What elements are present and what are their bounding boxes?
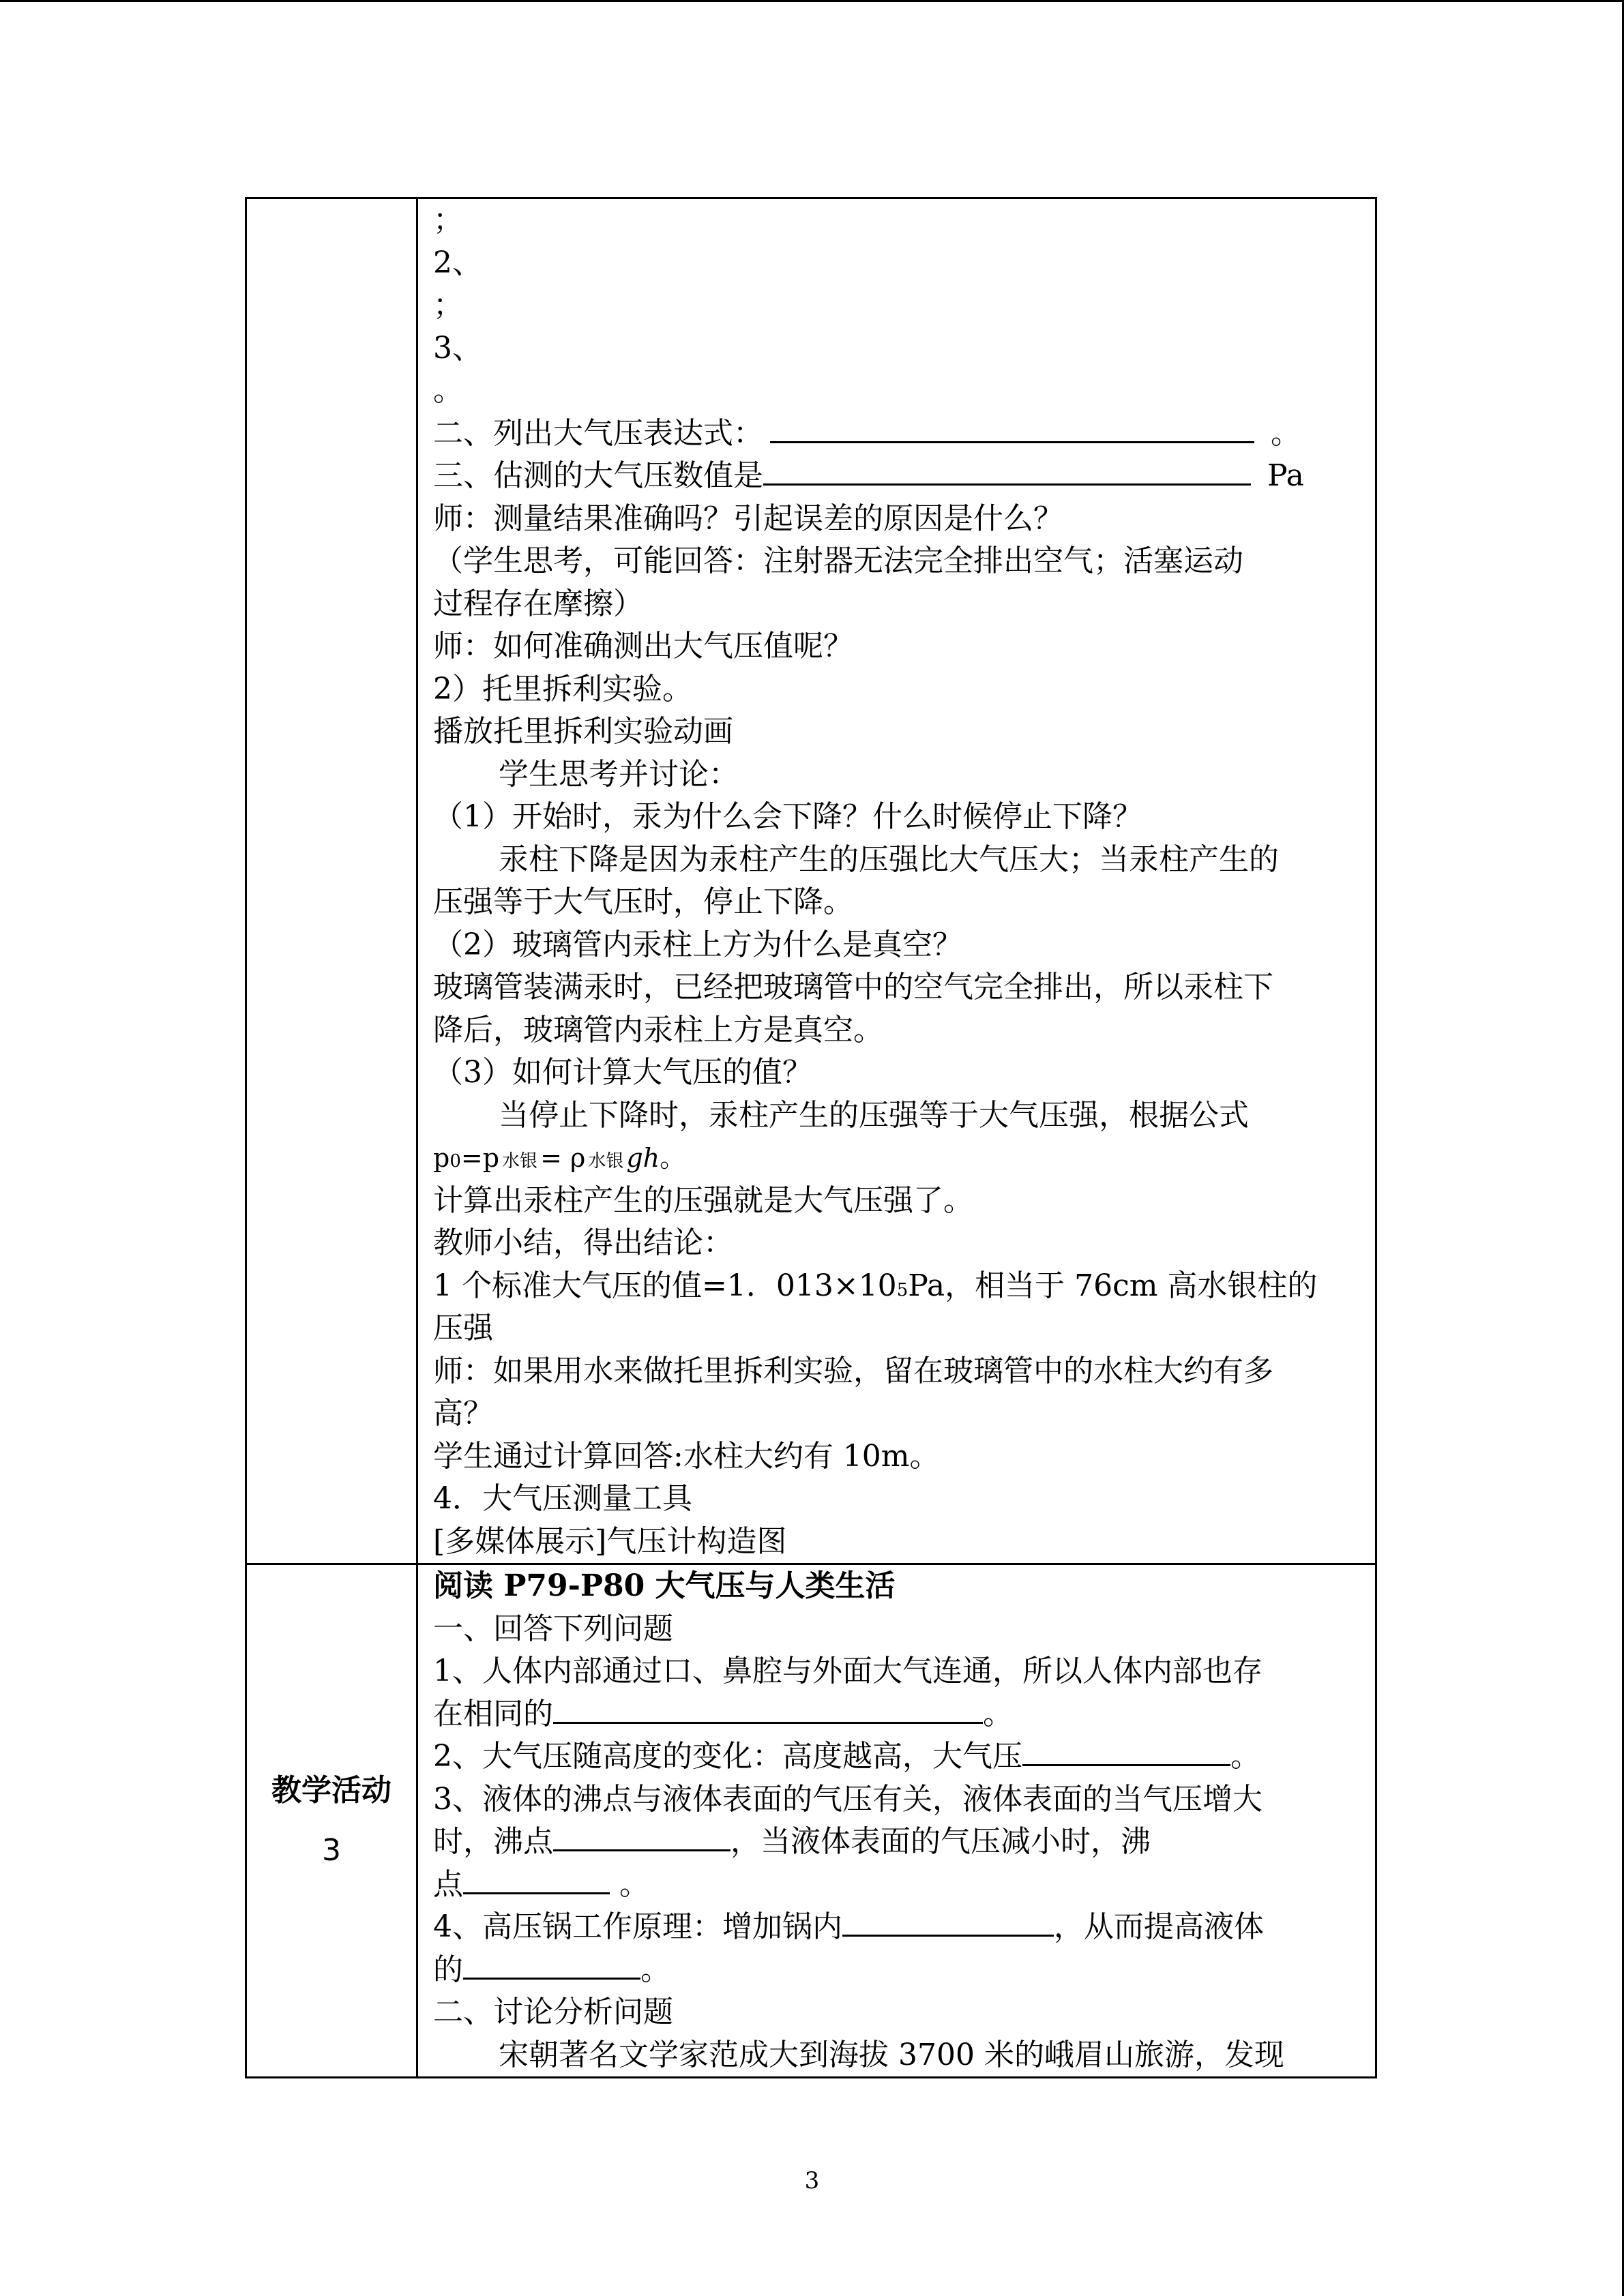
text-line: （1）开始时，汞为什么会下降？什么时候停止下降？ [433,799,1142,834]
text-line: 。 [433,373,463,408]
activity-number: 3 [322,1833,341,1868]
answer-blank[interactable] [463,1950,640,1980]
text-line: 学生思考并讨论： [499,756,739,792]
section-heading: 阅读 P79-P80 大气压与人类生活 [433,1568,896,1603]
fill-question: 2、大气压随高度的变化：高度越高，大气压 。 [433,1735,1364,1778]
text-line: 宋朝著名文学家范成大到海拔 3700 米的峨眉山旅游，发现 [499,2037,1284,2072]
activity-label-cell [246,1564,417,2078]
fill-question: 点 。 [433,1864,1364,1907]
text-line: 当停止下降时，汞柱产生的压强等于大气压强，根据公式 [499,1097,1249,1133]
pressure-formula: p 0 =p 水银 = ρ 水银 gh 。 [433,1143,686,1173]
standard-pressure-line: 1 个标准大气压的值=1．013×10 5 Pa，相当于 76cm 高水银柱的 [433,1268,1318,1303]
estimate-question: 三、估测的大气压数值是 Pa [433,455,1364,498]
reading-content-cell [417,1564,1376,2078]
expression-question: 二、列出大气压表达式： 。 [433,413,1364,456]
text-line: 师：如何准确测出大气压值呢？ [433,629,853,664]
table-row [246,198,1376,1564]
activity-label: 教学活动 [271,1773,392,1808]
text-line: [多媒体展示]气压计构造图 [433,1523,787,1559]
text-line: 4．大气压测量工具 [433,1481,692,1516]
text-line: 学生通过计算回答:水柱大约有 10m。 [433,1438,940,1474]
text-line: （2）玻璃管内汞柱上方为什么是真空？ [433,927,962,962]
text-line: ； [433,203,463,237]
answer-blank[interactable] [1022,1737,1230,1766]
text-line: 高？ [433,1396,493,1431]
answer-blank[interactable] [763,456,1251,486]
experiment-content-cell [417,198,1376,1564]
text-line: 3、液体的沸点与液体表面的气压有关，液体表面的当气压增大 [433,1781,1263,1817]
text-line: 二、讨论分析问题 [433,1995,673,2029]
answer-blank[interactable] [842,1907,1054,1937]
text-line: 教师小结，得出结论： [433,1225,733,1260]
answer-blank[interactable] [463,1865,610,1894]
text-line: 师：如果用水来做托里拆利实验，留在玻璃管中的水柱大约有多 [433,1353,1273,1388]
table-row [246,1564,1376,2078]
text-line: 过程存在摩擦） [433,586,643,621]
text-line: 玻璃管装满汞时，已经把玻璃管中的空气完全排出，所以汞柱下 [433,970,1273,1004]
text-line: 压强等于大气压时，停止下降。 [433,884,853,919]
text-line: 一、回答下列问题 [433,1611,673,1646]
text-line: ； [433,288,463,323]
fill-question: 在相同的 。 [433,1693,1364,1736]
text-line: （学生思考，可能回答：注射器无法完全排出空气；活塞运动 [433,543,1243,578]
text-line: 2、 [433,245,482,280]
answer-blank[interactable] [553,1695,983,1724]
lesson-table [245,197,1377,2078]
text-line: 降后，玻璃管内汞柱上方是真空。 [433,1012,883,1047]
text-line: 1、人体内部通过口、鼻腔与外面大气连通，所以人体内部也存 [433,1654,1263,1688]
answer-blank[interactable] [553,1822,730,1851]
text-line: 汞柱下降是因为汞柱产生的压强比大气压大；当汞柱产生的 [499,841,1279,877]
fill-question: 4、高压锅工作原理：增加锅内 ，从而提高液体 [433,1906,1364,1949]
empty-label-cell [246,198,417,1564]
answer-blank[interactable] [770,414,1254,443]
text-line: 2）托里拆利实验。 [433,671,692,706]
text-line: 播放托里拆利实验动画 [433,714,733,749]
text-line: 师：测量结果准确吗？引起误差的原因是什么？ [433,501,1063,536]
fill-question: 的 。 [433,1949,1364,1992]
text-line: 计算出汞柱产生的压强就是大气压强了。 [433,1182,973,1218]
text-line: 3、 [433,330,482,366]
text-line: 压强 [433,1311,493,1345]
page-number: 3 [804,2167,820,2194]
text-line: （3）如何计算大气压的值？ [433,1055,812,1090]
fill-question: 时，沸点 ，当液体表面的气压减小时，沸 [433,1821,1364,1864]
